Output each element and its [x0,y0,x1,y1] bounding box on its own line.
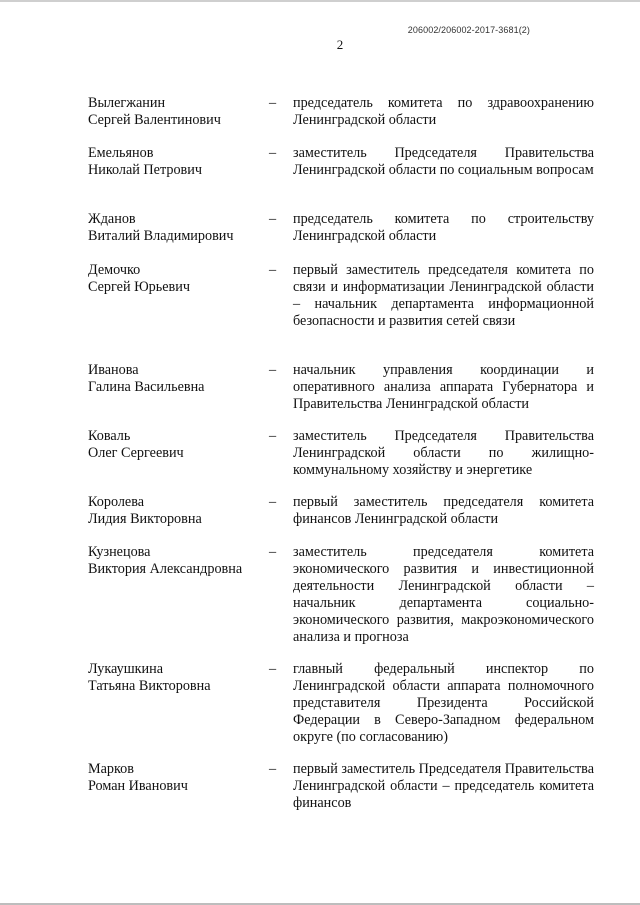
member-name [88,95,263,129]
member-surname: Королева [88,494,145,510]
member-name [88,428,263,462]
member-position: начальник управления координации и оперативного анализа аппарата Губернатора и Правительства Ленинградской области [293,362,594,412]
member-name [88,211,263,245]
member-position: первый заместитель председателя комитета по связи и информатизации Ленинградской области – начальник департамента информационной безопасности и развития сетей связи [293,262,594,329]
member-position: главный федеральный инспектор по Ленинградской области аппарата полномочного представителя Президента Российской Федерации в Северо-Западном федеральном округе (по согласованию) [293,661,594,745]
member-name [88,494,263,528]
member-given-names: Сергей Валентинович [88,112,221,128]
member-given-names: Галина Васильевна [88,379,205,395]
member-name [88,661,263,695]
member-position: заместитель Председателя Правительства Ленинградской области по жилищно-коммунальному хозяйству и энергетике [293,428,594,478]
document-id: 206002/206002-2017-3681(2) [407,25,530,35]
member-given-names: Сергей Юрьевич [88,279,190,295]
member-surname: Кузнецова [88,544,151,560]
member-name [88,761,263,795]
member-surname: Коваль [88,428,131,444]
dash-separator: – [269,544,277,560]
member-surname: Емельянов [88,145,154,161]
dash-separator: – [269,211,277,227]
member-surname: Лукаушкина [88,661,164,677]
member-given-names: Виталий Владимирович [88,228,234,244]
member-surname: Вылегжанин [88,95,166,111]
member-given-names: Татьяна Викторовна [88,678,211,694]
member-surname: Иванова [88,362,139,378]
member-name [88,262,263,296]
member-name [88,145,263,179]
page-top-edge [0,0,640,2]
dash-separator: – [269,262,277,278]
member-surname: Демочко [88,262,141,278]
member-position: председатель комитета по строительству Ленинградской области [293,211,594,244]
member-position: заместитель Председателя Правительства Ленинградской области по социальным вопросам [293,145,594,178]
member-surname: Жданов [88,211,136,227]
member-given-names: Лидия Викторовна [88,511,202,527]
member-given-names: Виктория Александровна [88,561,243,577]
dash-separator: – [269,494,277,510]
dash-separator: – [269,95,277,111]
dash-separator: – [269,761,277,777]
member-name [88,362,263,396]
dash-separator: – [269,428,277,444]
dash-separator: – [269,362,277,378]
member-position: первый заместитель Председателя Правительства Ленинградской области – председатель комитета финансов [293,761,594,811]
dash-separator: – [269,145,277,161]
member-given-names: Николай Петрович [88,162,202,178]
dash-separator: – [269,661,277,677]
member-position: первый заместитель председателя комитета финансов Ленинградской области [293,494,594,527]
member-surname: Марков [88,761,134,777]
member-position: председатель комитета по здравоохранению Ленинградской области [293,95,594,128]
member-given-names: Роман Иванович [88,778,188,794]
member-position: заместитель председателя комитета экономического развития и инвестиционной деятельности Ленинградской области – начальник департамента социально-экономического развития, макроэкономического анализа и прогноза [293,544,594,645]
page-number: 2 [336,37,344,52]
member-name [88,544,263,578]
member-given-names: Олег Сергеевич [88,445,184,461]
